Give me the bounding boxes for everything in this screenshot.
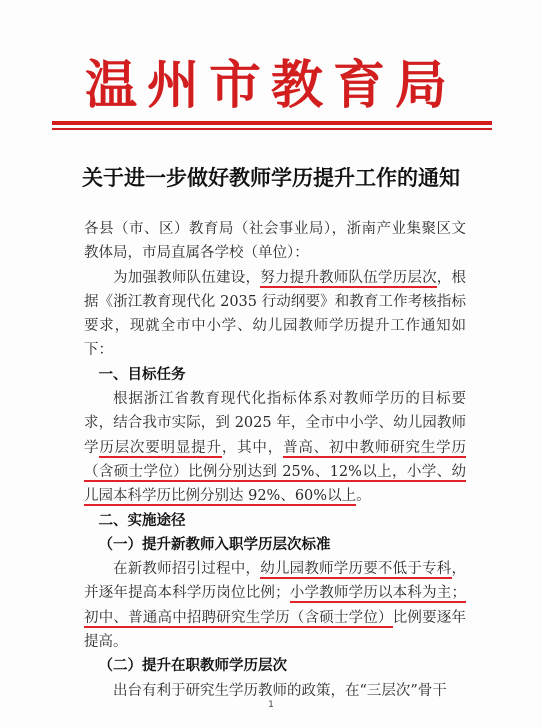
intro-paragraph [84, 266, 466, 363]
new-teachers-text-c: 比例要逐年提高。 [84, 609, 467, 651]
goals-highlight-b: 普高、初中教师研究生学历（含硕士学位）比例分别达到 25%、12%以上，小学、幼儿园本科学历比例分别达 92%、60%以上 [84, 439, 466, 505]
intro-text-a: 为加强教师队伍建设， [113, 269, 261, 286]
goals-highlight-a: 历层次要明显提升 [99, 439, 222, 456]
subsection-heading-in-service: （二）提升在职教师学历层次 [98, 657, 287, 675]
new-teachers-highlight-a: 幼儿园教师学历要不低于专科 [260, 561, 452, 578]
header-red-rule-thin [52, 128, 492, 130]
new-teachers-paragraph [84, 557, 466, 654]
goals-paragraph [84, 387, 466, 508]
salutation [84, 217, 466, 266]
new-teachers-highlight-b: 小学教师学历以本科为主；初中、普通高中招聘研究生学历（含硕士学位） [84, 585, 467, 626]
issuing-authority-header: 温州市教育局 [84, 55, 457, 116]
in-service-text: 出台有利于研究生学历教师的政策，在“三层次”骨干 [113, 682, 447, 699]
goals-text-a: 根据浙江省教育现代化指标体系对教师学历的目标要求，结合我市实际，到 2025 年，全市中小学、幼儿园教师学 [84, 391, 466, 456]
new-teachers-text-b: ，并逐年提高本科学历岗位比例； [84, 561, 467, 602]
header-red-rule-thick [52, 121, 492, 125]
section-heading-goals: 一、目标任务 [98, 365, 186, 383]
salutation-text: 各县（市、区）教育局（社会事业局），浙南产业集聚区文教体局，市局直属各学校（单位）： [84, 221, 466, 262]
subsection-heading-new-teachers: （一）提升新教师入职学历层次标准 [98, 535, 331, 553]
intro-text-b: ，根据《浙江教育现代化 2035 行动纲要》和教育工作考核指标要求，现就全市中小学、幼儿园教师学历提升工作通知如下： [84, 269, 467, 359]
document-body [84, 217, 466, 703]
section-heading-implementation: 二、实施途径 [98, 511, 186, 529]
goals-text-b: ，其中， [221, 439, 284, 456]
goals-text-c: 。 [356, 488, 371, 505]
page-number: 1 [268, 700, 274, 710]
document-title: 关于进一步做好教师学历提升工作的通知 [82, 165, 460, 190]
intro-highlight: 努力提升教师队伍学历层次 [260, 269, 437, 286]
new-teachers-text-a: 在新教师招引过程中， [113, 561, 261, 578]
